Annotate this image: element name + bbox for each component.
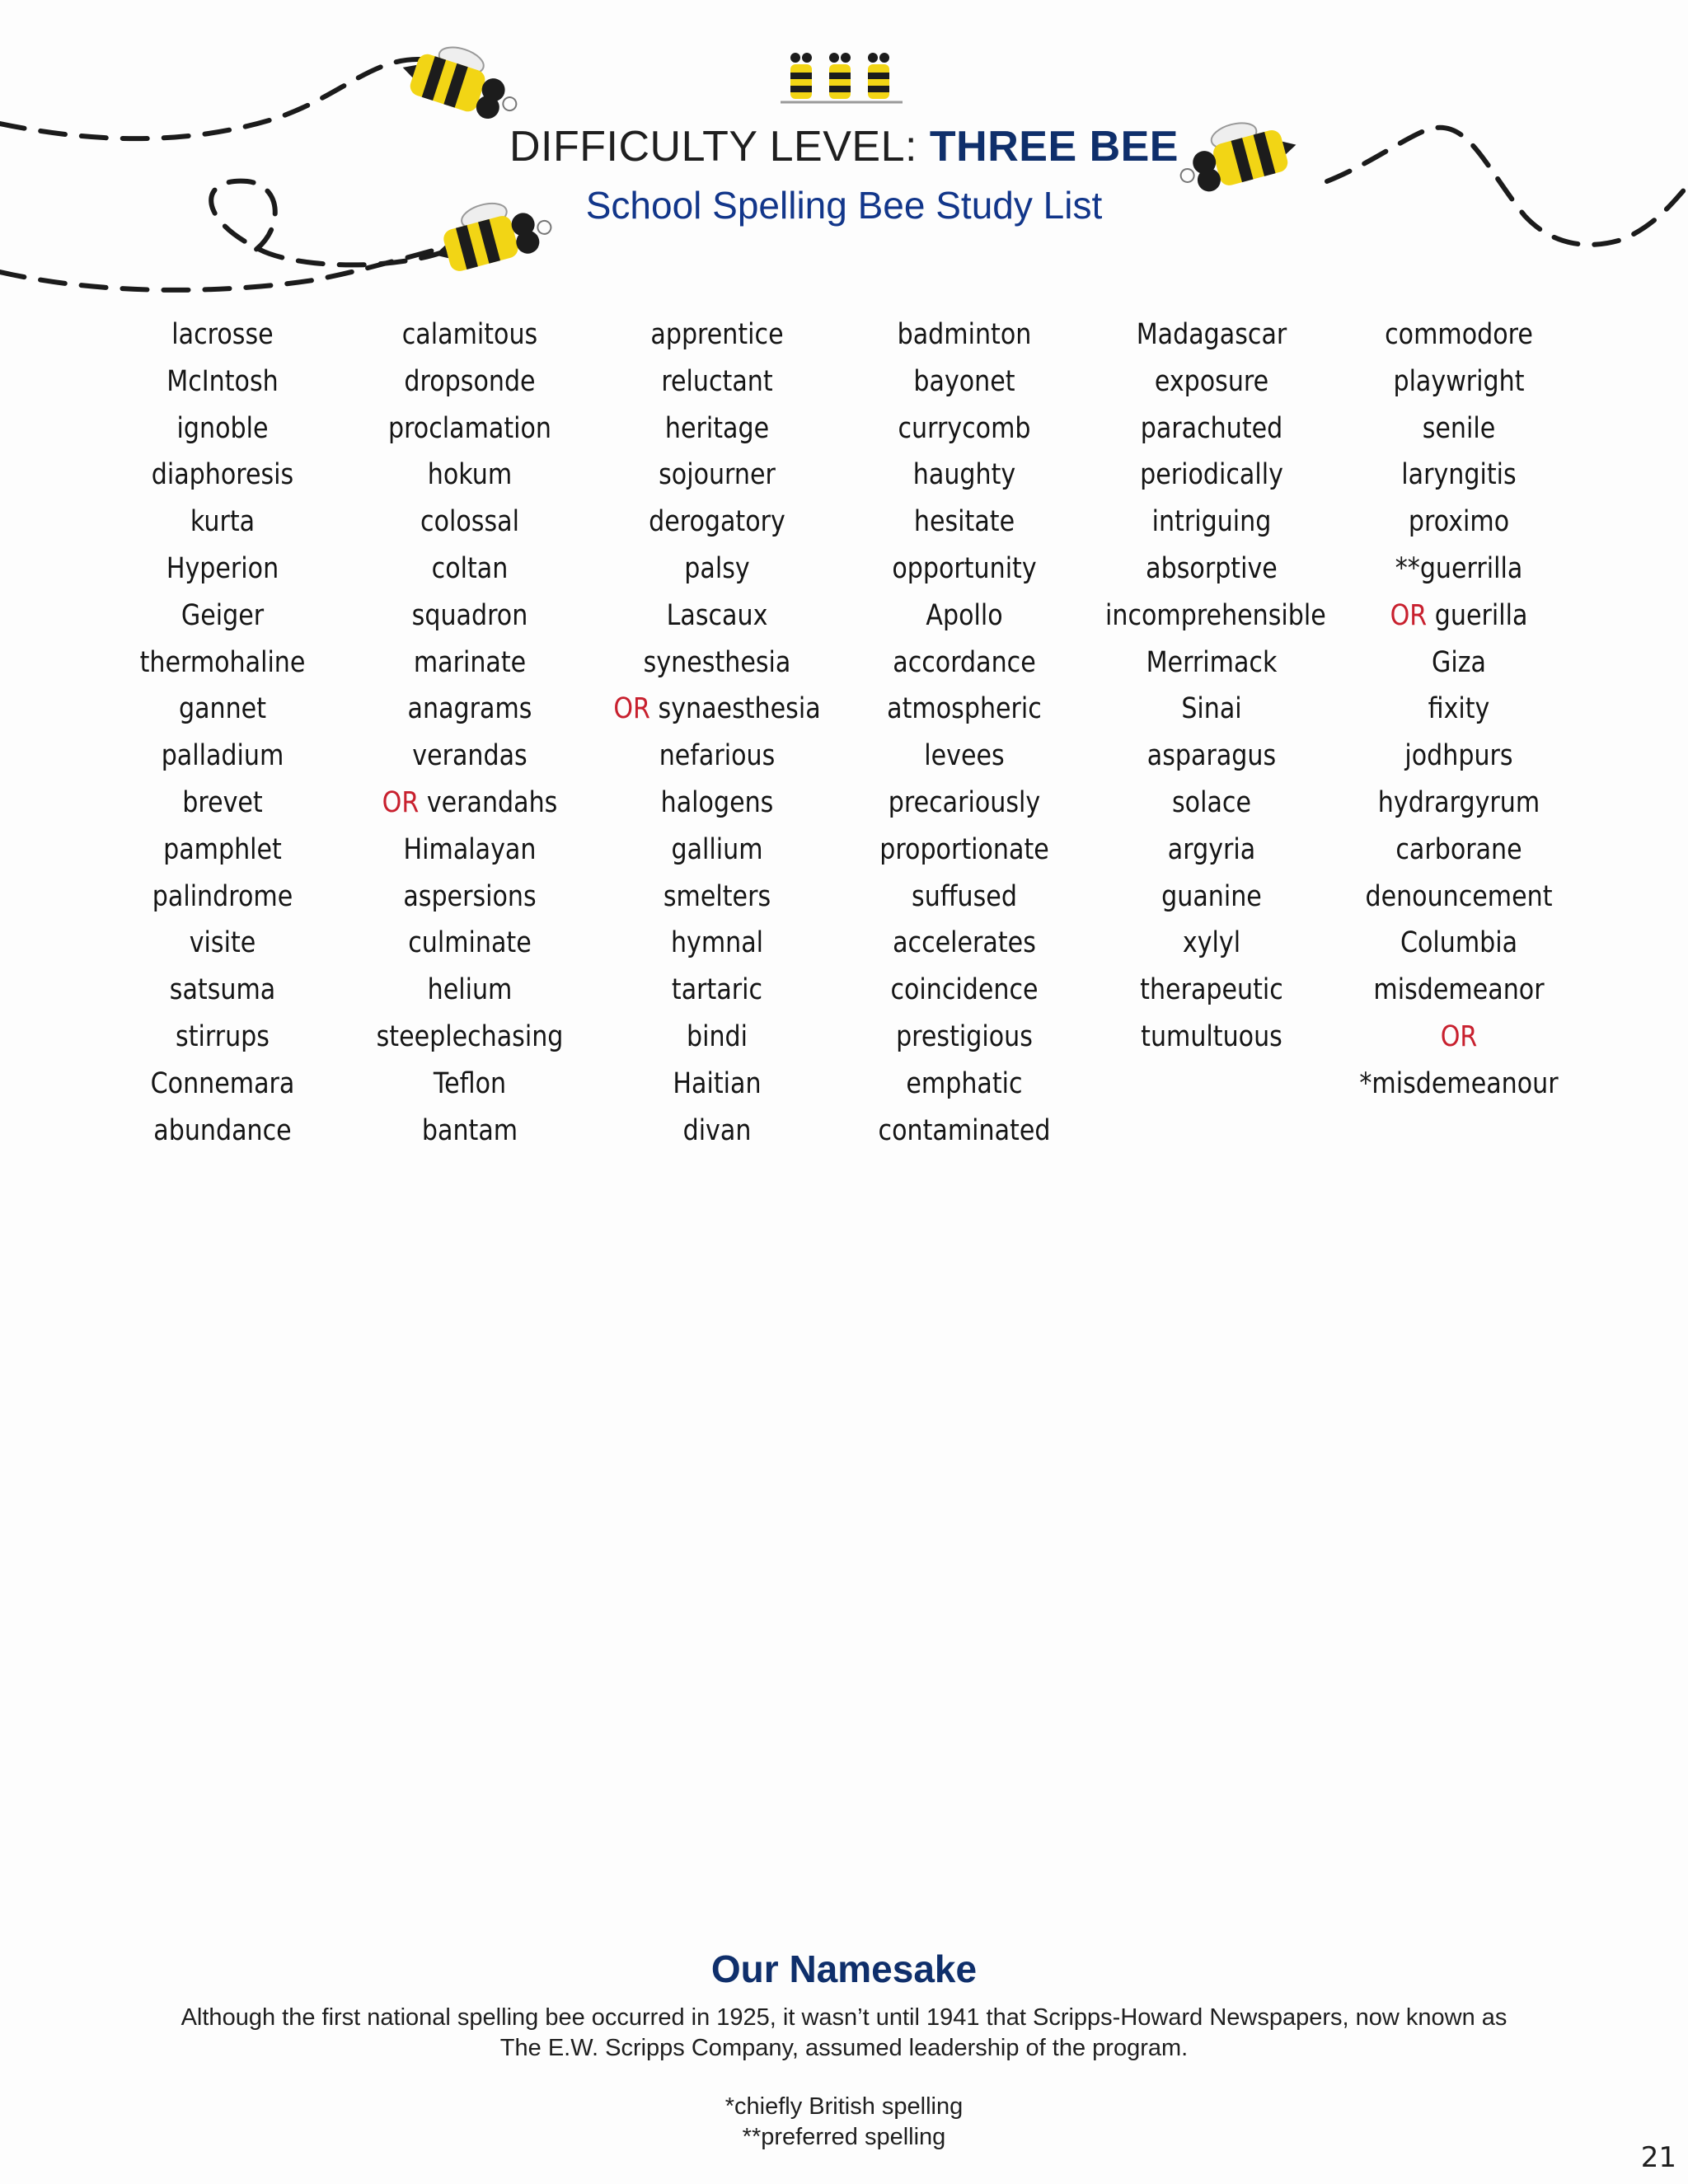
word-text: apprentice [650,318,784,351]
list-item [858,546,1071,593]
list-item [1353,405,1565,452]
list-item [116,312,329,359]
word-text: Lascaux [666,598,768,632]
word-text: parachuted [1140,411,1283,445]
list-item [116,359,329,405]
word-text: marinate [413,645,527,679]
word-text: proclamation [387,411,552,445]
list-item [611,452,823,499]
namesake-line-1: Although the first national spelling bee occurred in 1925, it wasn’t until 1941 that Scripps-Howard Newspapers, now known as [181,2004,1507,2031]
list-item [116,640,329,687]
list-item [1353,312,1565,359]
word-column-4 [841,312,1088,1154]
preferred-spelling-note: **preferred spelling [742,2124,946,2150]
list-item [1105,780,1318,827]
word-text: verandas [412,739,528,773]
list-item [858,686,1071,733]
word-text: stirrups [176,1019,270,1053]
word-text: palsy [684,551,750,585]
list-item [1353,452,1565,499]
word-text: Geiger [181,598,265,632]
word-text: aspersions [403,879,537,913]
list-item [116,733,329,780]
word-text: thermohaline [139,645,306,679]
word-text: prestigious [896,1019,1033,1053]
word-text: hokum [427,458,513,492]
word-text: Apollo [926,598,1003,632]
word-text: satsuma [169,973,276,1007]
word-text: guerilla [1434,598,1528,632]
word-column-2 [346,312,593,1154]
list-item [611,827,823,874]
word-text: smelters [663,879,771,913]
list-item [363,1014,576,1061]
list-item [116,920,329,967]
word-text: accelerates [893,926,1036,960]
list-item [116,405,329,452]
list-item [363,920,576,967]
list-item [363,405,576,452]
word-text: pamphlet [163,832,282,866]
list-item [1353,686,1565,733]
word-text: proximo [1408,505,1510,539]
word-text: gallium [671,832,763,866]
word-text: argyria [1167,832,1256,866]
list-item [363,1108,576,1155]
word-text: bayonet [913,364,1015,398]
list-item [611,967,823,1014]
word-text: playwright [1393,364,1525,398]
word-text: intriguing [1151,505,1272,539]
word-text: culminate [408,926,532,960]
list-item [116,1108,329,1155]
word-text: Giza [1432,645,1486,679]
word-text: diaphoresis [151,458,294,492]
or-label: OR [613,692,650,726]
word-text: Columbia [1400,926,1518,960]
word-text: calamitous [401,318,538,351]
list-item [1105,546,1318,593]
word-list [99,312,1599,1177]
word-text: therapeutic [1140,973,1283,1007]
word-text: xylyl [1182,926,1241,960]
word-text: gannet [178,692,267,726]
word-text: squadron [411,598,528,632]
list-item [1105,593,1326,640]
list-item [858,1061,1071,1108]
page-number: 21 [1640,2141,1676,2174]
word-text: brevet [182,785,263,819]
word-text: Himalayan [403,832,537,866]
list-item [1105,499,1318,546]
list-item [1105,874,1318,921]
word-column-6 [1335,312,1582,1108]
list-item [116,499,329,546]
word-text: *misdemeanour [1359,1066,1559,1100]
list-item [363,452,576,499]
list-item [611,1014,823,1061]
list-item [363,359,576,405]
list-item [116,1014,329,1061]
word-text: helium [427,973,513,1007]
list-item [1353,359,1565,405]
list-item [858,405,1071,452]
british-spelling-note: *chiefly British spelling [724,2093,964,2120]
list-item [858,733,1071,780]
list-item [363,640,576,687]
word-text: nefarious [659,739,776,773]
list-item [363,312,576,359]
list-item [858,499,1071,546]
list-item [1353,967,1565,1014]
word-text: halogens [660,785,774,819]
list-item [116,546,329,593]
word-text: coincidence [890,973,1039,1007]
list-item [363,499,576,546]
word-text: Madagascar [1136,318,1287,351]
list-item [858,967,1071,1014]
word-text: tumultuous [1141,1019,1282,1053]
list-item [611,593,823,640]
word-text: ignoble [176,411,269,445]
list-item [611,546,823,593]
word-text: laryngitis [1401,458,1517,492]
list-item [1353,780,1565,827]
list-item [1105,1014,1318,1061]
list-item [858,1014,1071,1061]
word-text: anagrams [407,692,532,726]
list-item [858,780,1071,827]
list-item [611,640,823,687]
list-item [1105,827,1318,874]
namesake-line-2: The E.W. Scripps Company, assumed leadership of the program. [499,2035,1189,2061]
list-item [363,780,576,827]
bee-flight-decoration [0,0,1688,346]
list-item [858,359,1071,405]
list-item [611,874,823,921]
word-text: emphatic [906,1066,1023,1100]
three-bee-icon [781,53,903,102]
word-text: bindi [686,1019,748,1053]
list-item [363,686,576,733]
word-text: solace [1172,785,1251,819]
list-item [858,874,1071,921]
word-text: misdemeanor [1373,973,1545,1007]
list-item [116,452,329,499]
word-text: visite [189,926,256,960]
list-item [1353,1061,1565,1108]
word-text: exposure [1154,364,1269,398]
list-item [1353,874,1565,921]
word-text: senile [1422,411,1496,445]
namesake-text [124,2003,1564,2064]
list-item [858,593,1071,640]
list-item [363,733,576,780]
word-text: currycomb [898,411,1031,445]
word-text: suffused [912,879,1017,913]
word-text: haughty [912,458,1016,492]
word-text: bantam [421,1113,518,1147]
word-text: Teflon [433,1066,507,1100]
word-column-3 [593,312,841,1154]
word-text: levees [924,739,1005,773]
word-text: hydrargyrum [1377,785,1540,819]
word-text: Haitian [673,1066,762,1100]
list-item [363,546,576,593]
word-text: asparagus [1146,739,1277,773]
word-text: absorptive [1146,551,1278,585]
list-item [858,827,1071,874]
word-text: opportunity [892,551,1037,585]
list-item [116,686,329,733]
list-item [363,874,576,921]
list-item [116,874,329,921]
word-text: Hyperion [166,551,279,585]
list-item [611,733,823,780]
word-text: Connemara [150,1066,295,1100]
list-item [858,920,1071,967]
list-item [611,499,823,546]
word-text: **guerrilla [1395,551,1523,585]
list-item [1105,312,1318,359]
list-item [858,312,1071,359]
word-column-1 [99,312,346,1154]
list-item [611,1108,823,1155]
word-text: commodore [1385,318,1533,351]
or-label: OR [382,785,420,819]
word-text: tartaric [671,973,763,1007]
word-text: palindrome [152,879,293,913]
word-text: derogatory [649,505,785,539]
word-text: accordance [893,645,1036,679]
word-text: Merrimack [1146,645,1278,679]
list-item [611,312,823,359]
word-column-5 [1088,312,1335,1061]
word-text: synaesthesia [658,692,821,726]
list-item [1353,593,1565,640]
word-text: hymnal [670,926,764,960]
title-prefix: DIFFICULTY LEVEL: [509,123,917,171]
or-label: OR [1440,1019,1478,1053]
list-item [363,1061,576,1108]
list-item [363,593,576,640]
page-title [0,122,1688,171]
list-item [1105,920,1318,967]
list-item [1353,827,1565,874]
list-item [116,780,329,827]
word-text: atmospheric [887,692,1042,726]
word-text: palladium [161,739,284,773]
list-item [1105,967,1318,1014]
word-text: dropsonde [404,364,536,398]
list-item [1353,920,1565,967]
word-text: divan [682,1113,752,1147]
word-text: hesitate [913,505,1015,539]
word-text: contaminated [878,1113,1051,1147]
word-text: McIntosh [166,364,279,398]
bee-icon [396,33,528,126]
word-text: precariously [888,785,1041,819]
list-item [611,359,823,405]
list-item [1105,405,1318,452]
word-text: abundance [153,1113,292,1147]
list-item [1353,640,1565,687]
list-item [611,686,823,733]
word-text: verandahs [426,785,558,819]
page-subtitle: School Spelling Bee Study List [585,184,1103,227]
word-text: guanine [1161,879,1262,913]
list-item [858,1108,1071,1155]
list-item [611,780,823,827]
list-item [116,1061,329,1108]
word-text: proportionate [879,832,1049,866]
list-item [1353,733,1565,780]
word-text: periodically [1140,458,1283,492]
list-item [116,827,329,874]
word-text: Sinai [1181,692,1242,726]
list-item [1105,733,1318,780]
word-text: badminton [897,318,1032,351]
list-item [611,1061,823,1108]
word-text: carborane [1395,832,1522,866]
word-text: coltan [431,551,509,585]
list-item [363,967,576,1014]
list-item [1353,1014,1565,1061]
list-item [1105,686,1318,733]
list-item [611,920,823,967]
word-text: synesthesia [643,645,791,679]
list-item [363,827,576,874]
list-item [1105,452,1318,499]
word-text: jodhpurs [1404,739,1513,773]
word-text: reluctant [661,364,773,398]
or-label: OR [1390,598,1428,632]
word-text: kurta [190,505,256,539]
word-text: colossal [420,505,519,539]
word-text: fixity [1428,692,1490,726]
list-item [116,593,329,640]
word-text: steeplechasing [376,1019,564,1053]
difficulty-level: THREE BEE [929,123,1179,171]
list-item [611,405,823,452]
list-item [858,640,1071,687]
list-item [1105,359,1318,405]
word-text: sojourner [659,458,776,492]
list-item [1353,499,1565,546]
list-item [1105,640,1318,687]
word-text: incomprehensible [1105,598,1326,632]
namesake-heading: Our Namesake [710,1947,978,1990]
word-text: lacrosse [171,318,274,351]
word-text: heritage [664,411,770,445]
list-item [116,967,329,1014]
list-item [1353,546,1565,593]
list-item [858,452,1071,499]
word-text: denouncement [1365,879,1553,913]
